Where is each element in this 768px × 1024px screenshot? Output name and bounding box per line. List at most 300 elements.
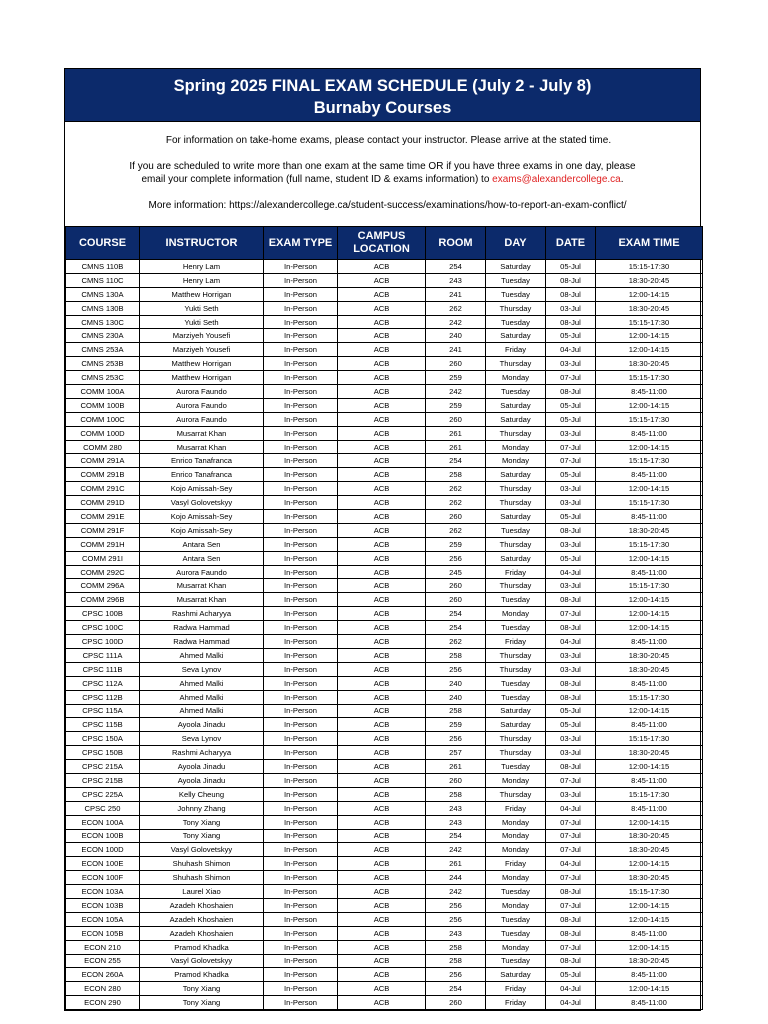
cell-exam-time: 15:15-17:30 [596, 371, 703, 385]
cell-date: 07-Jul [546, 940, 596, 954]
table-row [66, 412, 703, 426]
table-row [66, 912, 703, 926]
cell-campus-location: ACB [338, 940, 426, 954]
table-row [66, 801, 703, 815]
cell-instructor: Azadeh Khoshaien [140, 926, 264, 940]
cell-date: 05-Jul [546, 260, 596, 274]
cell-instructor: Ahmed Malki [140, 648, 264, 662]
cell-campus-location: ACB [338, 732, 426, 746]
cell-exam-type: In-Person [264, 287, 338, 301]
cell-exam-time: 12:00-14:15 [596, 593, 703, 607]
cell-campus-location: ACB [338, 385, 426, 399]
cell-campus-location: ACB [338, 468, 426, 482]
cell-course: COMM 291I [66, 551, 140, 565]
cell-exam-type: In-Person [264, 329, 338, 343]
cell-day: Friday [486, 635, 546, 649]
column-header-instructor: INSTRUCTOR [140, 227, 264, 260]
cell-exam-type: In-Person [264, 551, 338, 565]
cell-exam-type: In-Person [264, 412, 338, 426]
cell-exam-type: In-Person [264, 371, 338, 385]
cell-instructor: Radwa Hammad [140, 621, 264, 635]
cell-campus-location: ACB [338, 773, 426, 787]
column-header-date: DATE [546, 227, 596, 260]
table-row [66, 732, 703, 746]
cell-room: 258 [426, 468, 486, 482]
cell-exam-type: In-Person [264, 343, 338, 357]
cell-exam-time: 12:00-14:15 [596, 857, 703, 871]
cell-exam-time: 18:30-20:45 [596, 662, 703, 676]
cell-course: CPSC 115A [66, 704, 140, 718]
cell-campus-location: ACB [338, 912, 426, 926]
info-email-line [65, 173, 700, 186]
table-row [66, 926, 703, 940]
table-row [66, 760, 703, 774]
cell-room: 254 [426, 454, 486, 468]
cell-campus-location: ACB [338, 523, 426, 537]
cell-date: 08-Jul [546, 523, 596, 537]
cell-instructor: Kojo Amissah-Sey [140, 482, 264, 496]
cell-day: Thursday [486, 301, 546, 315]
cell-day: Monday [486, 940, 546, 954]
cell-date: 03-Jul [546, 732, 596, 746]
cell-course: COMM 292C [66, 565, 140, 579]
cell-exam-time: 12:00-14:15 [596, 982, 703, 996]
cell-date: 03-Jul [546, 662, 596, 676]
cell-exam-type: In-Person [264, 801, 338, 815]
info-email-suffix: . [620, 174, 624, 185]
cell-room: 256 [426, 898, 486, 912]
table-row [66, 260, 703, 274]
cell-exam-type: In-Person [264, 260, 338, 274]
cell-date: 04-Jul [546, 996, 596, 1010]
cell-course: CPSC 215A [66, 760, 140, 774]
cell-room: 260 [426, 357, 486, 371]
cell-exam-type: In-Person [264, 537, 338, 551]
cell-date: 08-Jul [546, 385, 596, 399]
cell-campus-location: ACB [338, 565, 426, 579]
table-row [66, 287, 703, 301]
cell-exam-type: In-Person [264, 593, 338, 607]
table-row [66, 523, 703, 537]
cell-exam-type: In-Person [264, 871, 338, 885]
cell-instructor: Vasyl Golovetskyy [140, 954, 264, 968]
cell-exam-type: In-Person [264, 885, 338, 899]
cell-instructor: Pramod Khadka [140, 940, 264, 954]
cell-room: 262 [426, 482, 486, 496]
cell-campus-location: ACB [338, 690, 426, 704]
cell-date: 07-Jul [546, 898, 596, 912]
cell-exam-type: In-Person [264, 635, 338, 649]
table-row [66, 329, 703, 343]
cell-campus-location: ACB [338, 412, 426, 426]
cell-room: 261 [426, 760, 486, 774]
page-subtitle: Burnaby Courses [313, 99, 452, 117]
cell-instructor: Seva Lynov [140, 662, 264, 676]
cell-instructor: Matthew Horrigan [140, 357, 264, 371]
cell-course: CMNS 230A [66, 329, 140, 343]
cell-day: Thursday [486, 579, 546, 593]
cell-campus-location: ACB [338, 426, 426, 440]
cell-exam-type: In-Person [264, 454, 338, 468]
table-row [66, 718, 703, 732]
page-title: Spring 2025 FINAL EXAM SCHEDULE (July 2 - July 8) [173, 77, 592, 95]
cell-date: 08-Jul [546, 593, 596, 607]
cell-date: 05-Jul [546, 968, 596, 982]
cell-day: Thursday [486, 357, 546, 371]
cell-date: 08-Jul [546, 676, 596, 690]
cell-campus-location: ACB [338, 260, 426, 274]
cell-date: 08-Jul [546, 621, 596, 635]
cell-instructor: Enrico Tanafranca [140, 468, 264, 482]
cell-room: 260 [426, 510, 486, 524]
cell-day: Thursday [486, 496, 546, 510]
cell-exam-type: In-Person [264, 468, 338, 482]
cell-day: Saturday [486, 510, 546, 524]
cell-exam-time: 12:00-14:15 [596, 482, 703, 496]
cell-instructor: Enrico Tanafranca [140, 454, 264, 468]
cell-exam-type: In-Person [264, 690, 338, 704]
table-row [66, 746, 703, 760]
cell-instructor: Vasyl Golovetskyy [140, 496, 264, 510]
table-row [66, 398, 703, 412]
cell-instructor: Ayoola Jinadu [140, 718, 264, 732]
cell-instructor: Tony Xiang [140, 982, 264, 996]
table-row [66, 968, 703, 982]
cell-exam-type: In-Person [264, 565, 338, 579]
cell-date: 03-Jul [546, 357, 596, 371]
cell-room: 262 [426, 523, 486, 537]
cell-day: Friday [486, 801, 546, 815]
cell-instructor: Tony Xiang [140, 815, 264, 829]
cell-instructor: Antara Sen [140, 537, 264, 551]
cell-instructor: Shuhash Shimon [140, 871, 264, 885]
cell-instructor: Seva Lynov [140, 732, 264, 746]
cell-date: 07-Jul [546, 371, 596, 385]
cell-course: COMM 100A [66, 385, 140, 399]
cell-exam-time: 8:45-11:00 [596, 996, 703, 1010]
table-row [66, 662, 703, 676]
cell-room: 242 [426, 315, 486, 329]
cell-campus-location: ACB [338, 704, 426, 718]
cell-course: ECON 100E [66, 857, 140, 871]
cell-course: ECON 210 [66, 940, 140, 954]
cell-exam-time: 18:30-20:45 [596, 871, 703, 885]
cell-room: 260 [426, 773, 486, 787]
cell-exam-time: 15:15-17:30 [596, 537, 703, 551]
cell-room: 241 [426, 287, 486, 301]
table-row [66, 496, 703, 510]
cell-room: 258 [426, 648, 486, 662]
cell-campus-location: ACB [338, 843, 426, 857]
cell-date: 08-Jul [546, 912, 596, 926]
column-header-campus-location: CAMPUS LOCATION [338, 227, 426, 260]
cell-day: Saturday [486, 329, 546, 343]
cell-instructor: Aurora Faundo [140, 398, 264, 412]
cell-date: 04-Jul [546, 857, 596, 871]
cell-exam-time: 18:30-20:45 [596, 954, 703, 968]
cell-exam-type: In-Person [264, 732, 338, 746]
cell-day: Thursday [486, 648, 546, 662]
cell-date: 03-Jul [546, 579, 596, 593]
cell-day: Friday [486, 343, 546, 357]
cell-exam-type: In-Person [264, 746, 338, 760]
table-row [66, 426, 703, 440]
cell-room: 244 [426, 871, 486, 885]
cell-exam-type: In-Person [264, 482, 338, 496]
cell-room: 243 [426, 926, 486, 940]
cell-day: Tuesday [486, 926, 546, 940]
cell-campus-location: ACB [338, 648, 426, 662]
cell-exam-time: 15:15-17:30 [596, 496, 703, 510]
cell-exam-time: 12:00-14:15 [596, 760, 703, 774]
table-row [66, 815, 703, 829]
cell-room: 242 [426, 385, 486, 399]
cell-day: Saturday [486, 260, 546, 274]
cell-room: 256 [426, 662, 486, 676]
cell-room: 262 [426, 635, 486, 649]
cell-exam-time: 15:15-17:30 [596, 732, 703, 746]
table-row [66, 843, 703, 857]
cell-day: Monday [486, 773, 546, 787]
cell-date: 08-Jul [546, 287, 596, 301]
cell-exam-type: In-Person [264, 385, 338, 399]
cell-room: 243 [426, 273, 486, 287]
cell-day: Thursday [486, 537, 546, 551]
cell-date: 04-Jul [546, 343, 596, 357]
cell-instructor: Vasyl Golovetskyy [140, 843, 264, 857]
cell-instructor: Ahmed Malki [140, 704, 264, 718]
cell-campus-location: ACB [338, 301, 426, 315]
cell-day: Tuesday [486, 315, 546, 329]
cell-instructor: Ayoola Jinadu [140, 760, 264, 774]
cell-day: Thursday [486, 482, 546, 496]
cell-day: Friday [486, 565, 546, 579]
cell-course: CPSC 111A [66, 648, 140, 662]
exam-table [65, 226, 703, 1010]
cell-course: CPSC 112B [66, 690, 140, 704]
table-row [66, 315, 703, 329]
cell-day: Saturday [486, 704, 546, 718]
cell-date: 08-Jul [546, 954, 596, 968]
cell-exam-type: In-Person [264, 829, 338, 843]
cell-exam-time: 15:15-17:30 [596, 412, 703, 426]
cell-instructor: Marziyeh Yousefi [140, 343, 264, 357]
cell-exam-time: 12:00-14:15 [596, 898, 703, 912]
cell-course: CPSC 250 [66, 801, 140, 815]
cell-campus-location: ACB [338, 343, 426, 357]
cell-campus-location: ACB [338, 982, 426, 996]
cell-campus-location: ACB [338, 968, 426, 982]
cell-exam-type: In-Person [264, 954, 338, 968]
cell-exam-time: 18:30-20:45 [596, 273, 703, 287]
cell-room: 243 [426, 815, 486, 829]
cell-course: COMM 291H [66, 537, 140, 551]
cell-date: 07-Jul [546, 454, 596, 468]
cell-date: 08-Jul [546, 273, 596, 287]
cell-exam-time: 18:30-20:45 [596, 523, 703, 537]
cell-exam-time: 12:00-14:15 [596, 940, 703, 954]
info-block [65, 122, 700, 226]
cell-course: CPSC 100B [66, 607, 140, 621]
cell-instructor: Tony Xiang [140, 996, 264, 1010]
cell-exam-time: 12:00-14:15 [596, 440, 703, 454]
cell-exam-type: In-Person [264, 760, 338, 774]
cell-day: Monday [486, 454, 546, 468]
cell-room: 256 [426, 912, 486, 926]
cell-room: 256 [426, 732, 486, 746]
table-row [66, 940, 703, 954]
cell-room: 240 [426, 676, 486, 690]
cell-date: 04-Jul [546, 635, 596, 649]
cell-course: CMNS 130C [66, 315, 140, 329]
cell-room: 257 [426, 746, 486, 760]
cell-instructor: Antara Sen [140, 551, 264, 565]
cell-day: Saturday [486, 968, 546, 982]
cell-campus-location: ACB [338, 787, 426, 801]
cell-exam-time: 15:15-17:30 [596, 260, 703, 274]
cell-room: 254 [426, 607, 486, 621]
table-row [66, 385, 703, 399]
cell-instructor: Aurora Faundo [140, 412, 264, 426]
cell-instructor: Laurel Xiao [140, 885, 264, 899]
cell-campus-location: ACB [338, 329, 426, 343]
cell-campus-location: ACB [338, 551, 426, 565]
cell-instructor: Ayoola Jinadu [140, 773, 264, 787]
cell-exam-time: 15:15-17:30 [596, 454, 703, 468]
cell-campus-location: ACB [338, 815, 426, 829]
table-row [66, 621, 703, 635]
cell-date: 07-Jul [546, 843, 596, 857]
cell-date: 08-Jul [546, 926, 596, 940]
table-row [66, 468, 703, 482]
table-row [66, 704, 703, 718]
cell-campus-location: ACB [338, 954, 426, 968]
cell-exam-type: In-Person [264, 773, 338, 787]
cell-instructor: Marziyeh Yousefi [140, 329, 264, 343]
cell-course: COMM 280 [66, 440, 140, 454]
cell-course: ECON 100B [66, 829, 140, 843]
cell-course: CPSC 100C [66, 621, 140, 635]
title-banner [65, 69, 700, 122]
cell-course: CPSC 112A [66, 676, 140, 690]
cell-exam-time: 12:00-14:15 [596, 621, 703, 635]
cell-day: Saturday [486, 398, 546, 412]
cell-instructor: Ahmed Malki [140, 690, 264, 704]
cell-course: ECON 100A [66, 815, 140, 829]
table-row [66, 885, 703, 899]
cell-course: COMM 291E [66, 510, 140, 524]
column-header-room: ROOM [426, 227, 486, 260]
cell-room: 256 [426, 968, 486, 982]
cell-course: COMM 291B [66, 468, 140, 482]
cell-instructor: Yukti Seth [140, 301, 264, 315]
cell-day: Saturday [486, 412, 546, 426]
cell-exam-time: 12:00-14:15 [596, 815, 703, 829]
cell-date: 08-Jul [546, 315, 596, 329]
cell-exam-type: In-Person [264, 357, 338, 371]
cell-exam-type: In-Person [264, 621, 338, 635]
cell-day: Monday [486, 607, 546, 621]
cell-course: COMM 291A [66, 454, 140, 468]
cell-room: 259 [426, 398, 486, 412]
exams-email-link[interactable]: exams@alexandercollege.ca [492, 174, 621, 185]
cell-day: Monday [486, 871, 546, 885]
cell-room: 258 [426, 940, 486, 954]
cell-exam-time: 15:15-17:30 [596, 690, 703, 704]
cell-course: COMM 100C [66, 412, 140, 426]
cell-date: 05-Jul [546, 468, 596, 482]
cell-exam-time: 18:30-20:45 [596, 829, 703, 843]
cell-date: 04-Jul [546, 982, 596, 996]
table-row [66, 579, 703, 593]
cell-exam-type: In-Person [264, 523, 338, 537]
cell-exam-type: In-Person [264, 843, 338, 857]
cell-campus-location: ACB [338, 398, 426, 412]
cell-instructor: Rashmi Acharyya [140, 746, 264, 760]
cell-course: COMM 291D [66, 496, 140, 510]
cell-course: CPSC 225A [66, 787, 140, 801]
cell-exam-type: In-Person [264, 426, 338, 440]
cell-day: Monday [486, 440, 546, 454]
cell-exam-time: 15:15-17:30 [596, 885, 703, 899]
cell-campus-location: ACB [338, 273, 426, 287]
cell-campus-location: ACB [338, 593, 426, 607]
table-row [66, 482, 703, 496]
table-row [66, 357, 703, 371]
table-row [66, 857, 703, 871]
cell-course: CMNS 253B [66, 357, 140, 371]
cell-room: 240 [426, 329, 486, 343]
cell-exam-time: 18:30-20:45 [596, 301, 703, 315]
table-row [66, 343, 703, 357]
cell-room: 258 [426, 787, 486, 801]
cell-exam-type: In-Person [264, 273, 338, 287]
cell-instructor: Musarrat Khan [140, 593, 264, 607]
table-row [66, 454, 703, 468]
cell-exam-time: 8:45-11:00 [596, 773, 703, 787]
cell-day: Thursday [486, 662, 546, 676]
table-row [66, 690, 703, 704]
cell-course: CMNS 130B [66, 301, 140, 315]
cell-room: 243 [426, 801, 486, 815]
table-row [66, 829, 703, 843]
cell-course: COMM 291C [66, 482, 140, 496]
cell-room: 260 [426, 579, 486, 593]
column-header-course: COURSE [66, 227, 140, 260]
table-row [66, 301, 703, 315]
cell-room: 260 [426, 996, 486, 1010]
cell-exam-type: In-Person [264, 996, 338, 1010]
cell-exam-time: 15:15-17:30 [596, 579, 703, 593]
table-row [66, 371, 703, 385]
cell-room: 261 [426, 426, 486, 440]
cell-room: 242 [426, 843, 486, 857]
cell-date: 07-Jul [546, 829, 596, 843]
cell-campus-location: ACB [338, 287, 426, 301]
table-row [66, 510, 703, 524]
cell-campus-location: ACB [338, 885, 426, 899]
cell-instructor: Musarrat Khan [140, 440, 264, 454]
cell-exam-type: In-Person [264, 440, 338, 454]
cell-instructor: Kojo Amissah-Sey [140, 510, 264, 524]
cell-date: 03-Jul [546, 482, 596, 496]
cell-room: 254 [426, 621, 486, 635]
cell-course: ECON 105A [66, 912, 140, 926]
cell-instructor: Ahmed Malki [140, 676, 264, 690]
cell-day: Thursday [486, 787, 546, 801]
cell-room: 254 [426, 829, 486, 843]
cell-course: ECON 100D [66, 843, 140, 857]
